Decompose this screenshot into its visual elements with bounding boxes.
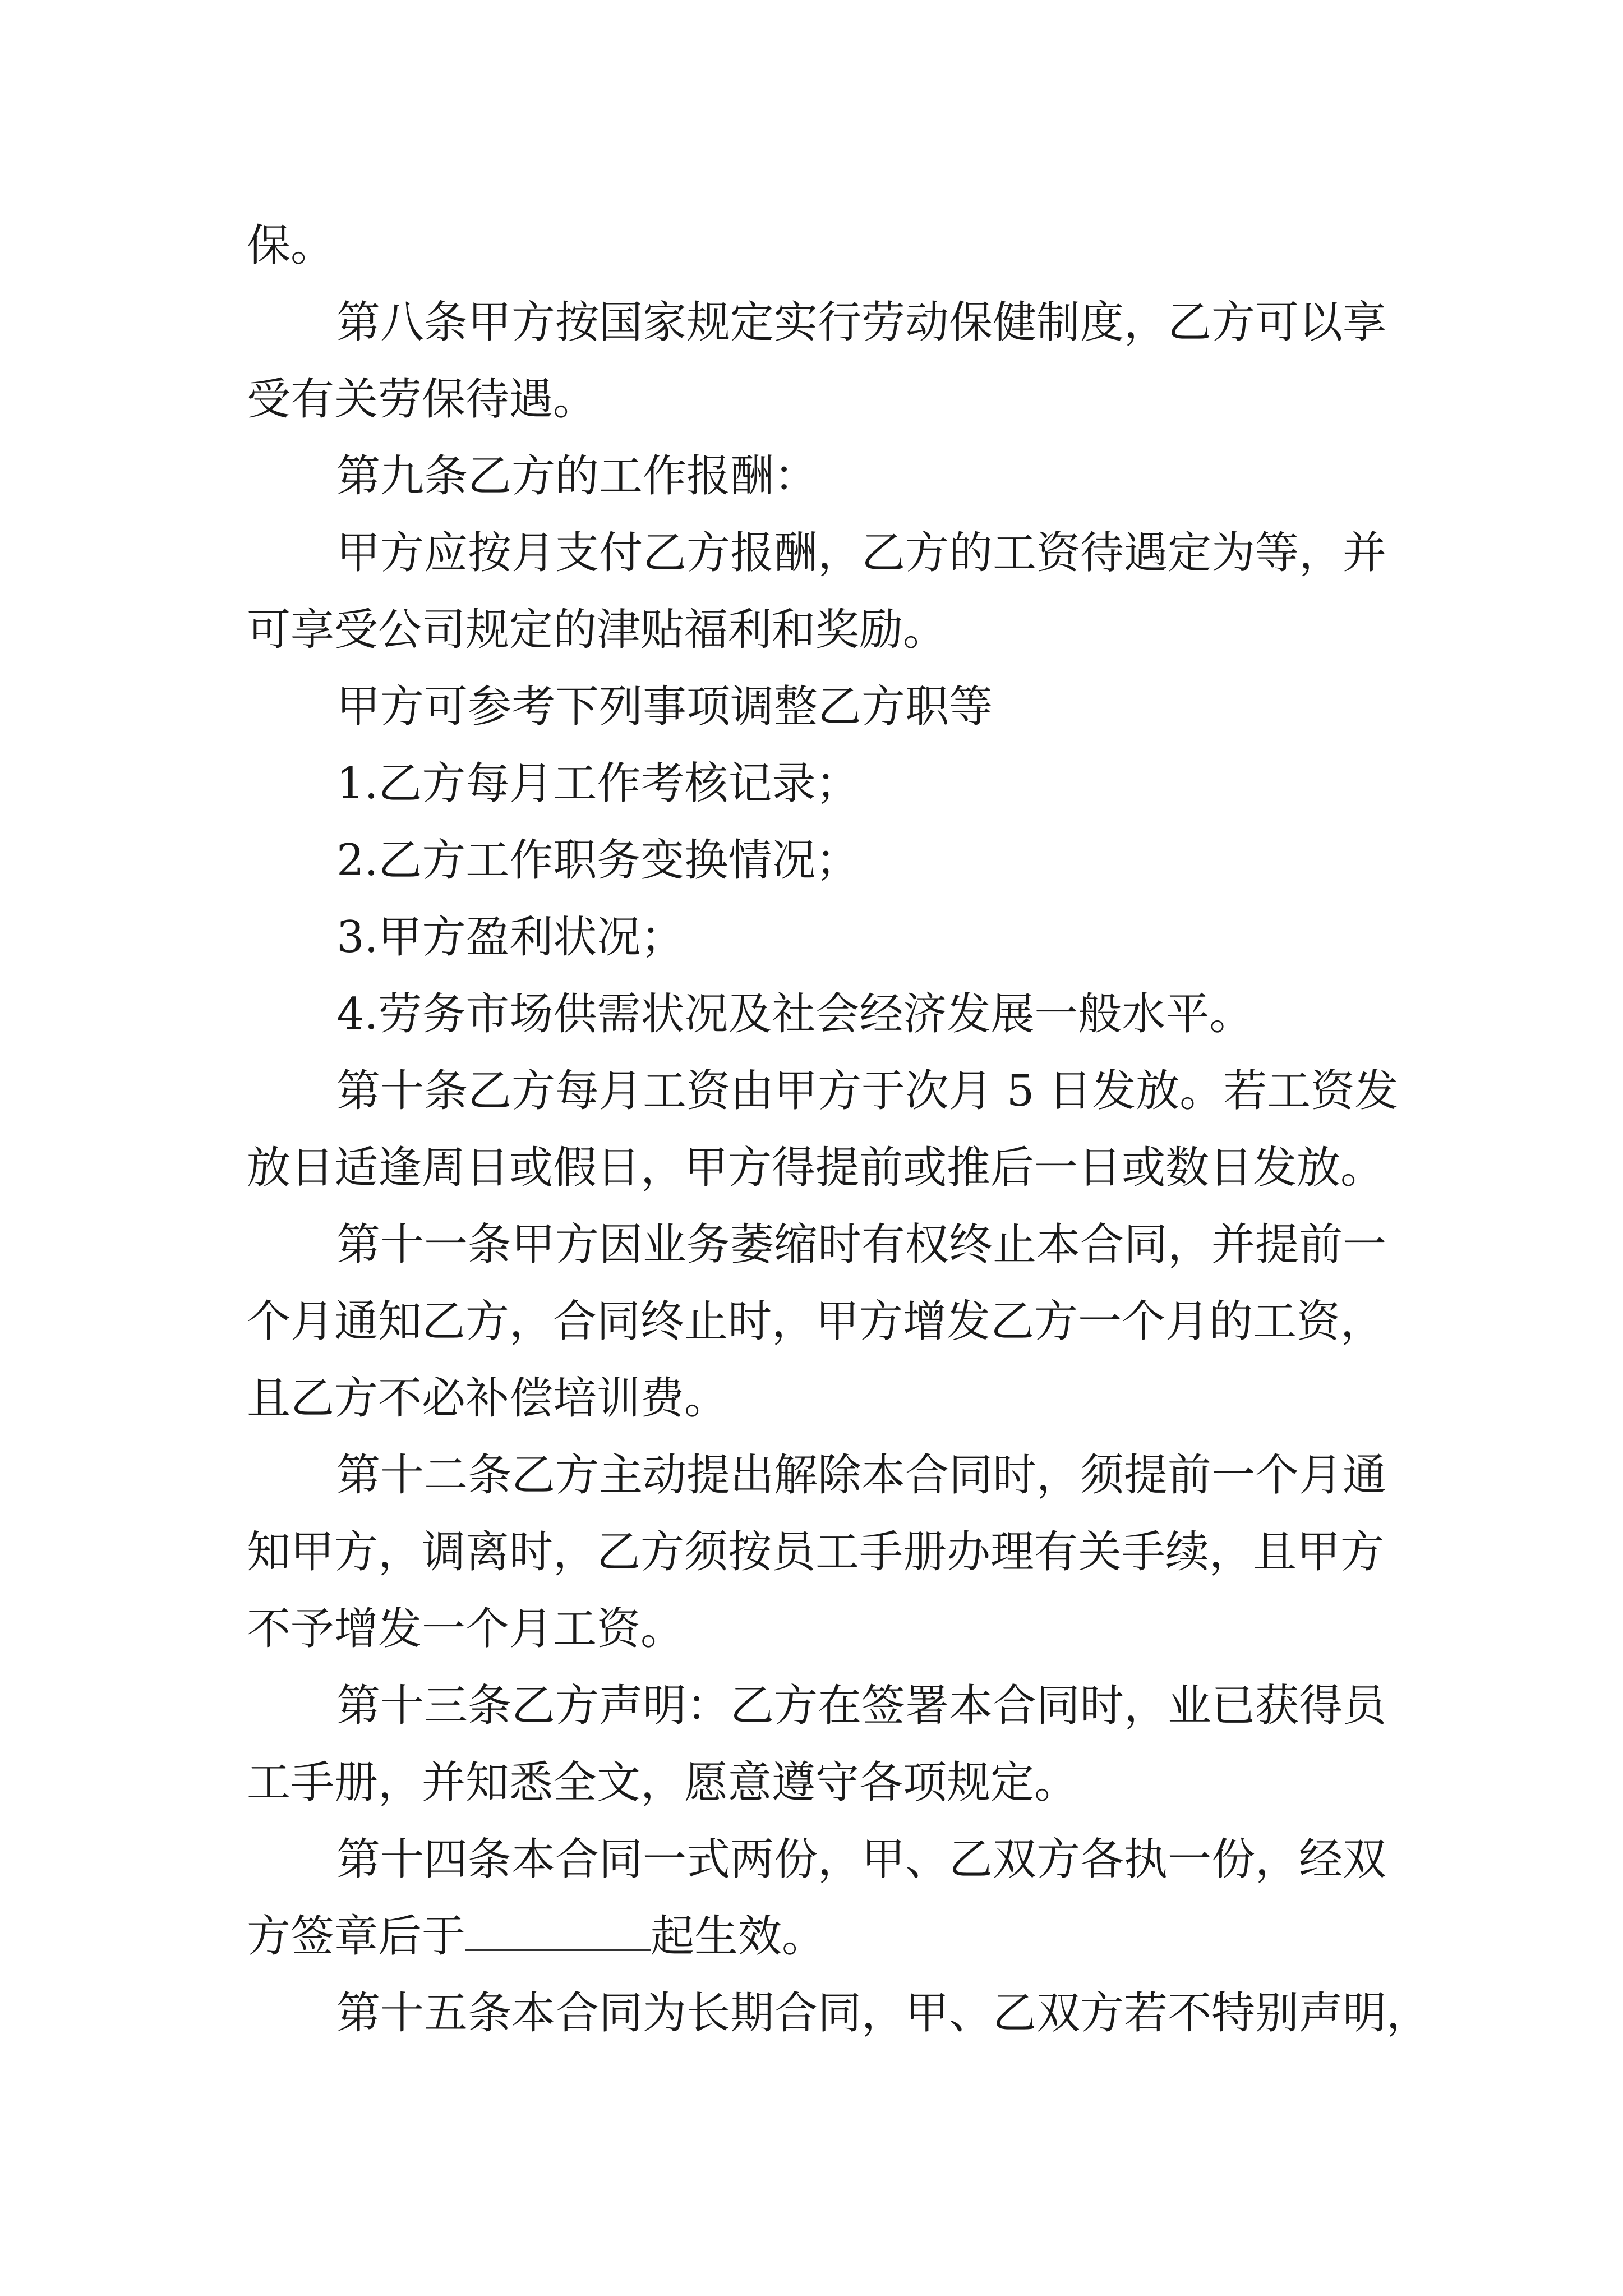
text-line: 保。 — [247, 220, 335, 271]
text-line: 不予增发一个月工资。 — [247, 1604, 685, 1654]
article-11-heading: 第十一条甲方因业务萎缩时有权终止本合同，并提前一 — [336, 1220, 1387, 1270]
text-line: 可享受公司规定的津贴福利和奖励。 — [247, 605, 947, 655]
document-body — [247, 208, 1431, 2052]
article-9-heading: 第九条乙方的工作报酬： — [336, 451, 818, 501]
blank-underline[interactable] — [465, 1910, 651, 1951]
text-line: 工手册，并知悉全文，愿意遵守各项规定。 — [247, 1757, 1078, 1808]
text-line — [247, 1898, 1391, 1975]
text-line: 放日适逢周日或假日，甲方得提前或推后一日或数日发放。 — [247, 1143, 1385, 1193]
text-line: 甲方可参考下列事项调整乙方职等 — [336, 682, 993, 732]
text-segment: 起生效。 — [651, 1911, 826, 1962]
article-13-heading: 第十三条乙方声明：乙方在签署本合同时，业已获得员 — [336, 1681, 1387, 1731]
text-line: 知甲方，调离时，乙方须按员工手册办理有关手续，且甲方 — [247, 1527, 1385, 1577]
article-14-heading: 第十四条本合同一式两份，甲、乙双方各执一份，经双 — [336, 1834, 1387, 1885]
text-line: 受有关劳保待遇。 — [247, 374, 597, 425]
text-line: 个月通知乙方，合同终止时，甲方增发乙方一个月的工资， — [247, 1296, 1385, 1347]
list-item: 2.乙方工作职务变换情况； — [336, 835, 860, 886]
text-line: 且乙方不必补偿培训费。 — [247, 1373, 728, 1424]
list-item: 4.劳务市场供需状况及社会经济发展一般水平。 — [336, 989, 1253, 1039]
text-segment: 方签章后于 — [247, 1911, 466, 1962]
article-8-heading: 第八条甲方按国家规定实行劳动保健制度，乙方可以享 — [336, 297, 1387, 348]
text-line: 甲方应按月支付乙方报酬，乙方的工资待遇定为等，并 — [336, 528, 1387, 578]
article-12-heading: 第十二条乙方主动提出解除本合同时，须提前一个月通 — [336, 1450, 1387, 1501]
list-item: 3.甲方盈利状况； — [336, 912, 685, 963]
article-15-heading: 第十五条本合同为长期合同，甲、乙双方若不特别声明， — [336, 1988, 1431, 2039]
article-10-heading: 第十条乙方每月工资由甲方于次月 5 日发放。若工资发 — [336, 1066, 1399, 1116]
list-item: 1.乙方每月工作考核记录； — [336, 758, 860, 809]
